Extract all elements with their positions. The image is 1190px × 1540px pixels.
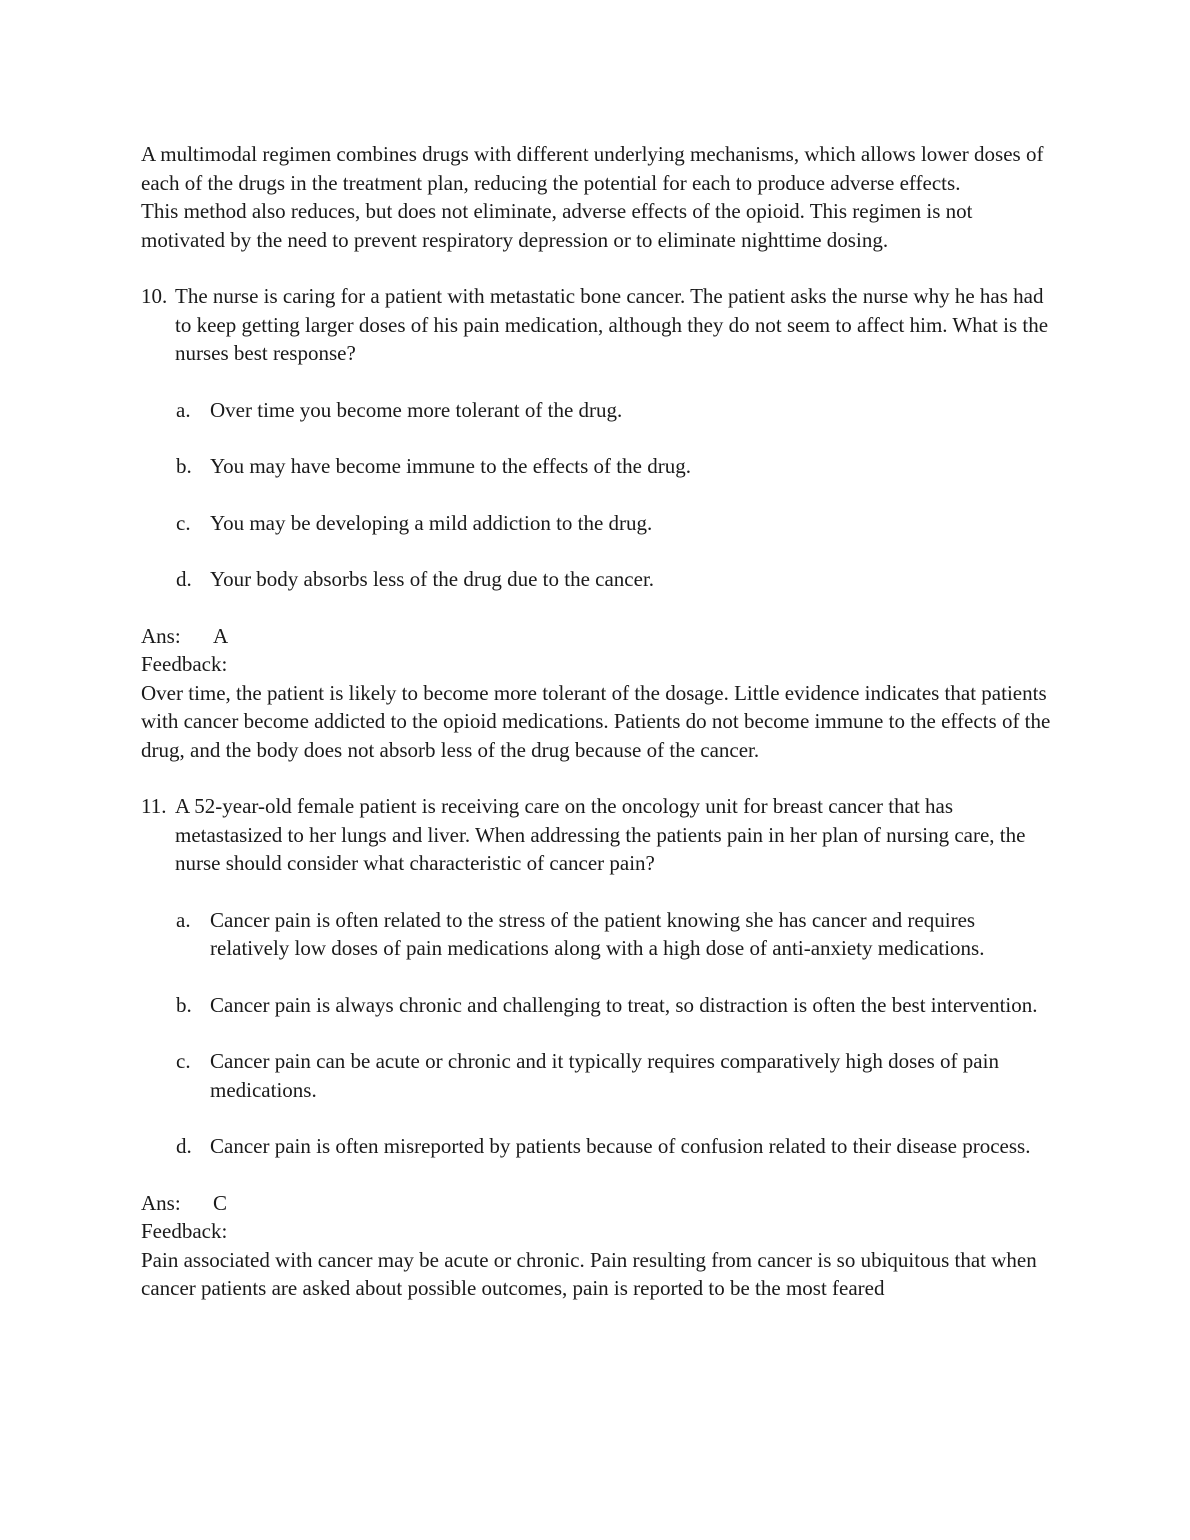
option-text: Over time you become more tolerant of the drug. xyxy=(210,397,623,422)
question-block-10 xyxy=(141,282,1056,764)
option-item xyxy=(176,396,1056,425)
option-letter: d. xyxy=(176,1134,192,1158)
option-text: Cancer pain is always chronic and challenging to treat, so distraction is often the best intervention. xyxy=(210,992,1038,1017)
answer-value: A xyxy=(213,623,229,648)
document-page xyxy=(141,140,1056,1303)
option-item xyxy=(176,906,1056,963)
option-letter: a. xyxy=(176,397,191,422)
answer-value: C xyxy=(213,1190,228,1215)
option-text: Cancer pain is often related to the stress of the patient knowing she has cancer and requires relatively low doses of pain medications along with a high dose of anti-anxiety medications. xyxy=(210,907,985,960)
option-letter: d. xyxy=(176,567,192,591)
option-item xyxy=(176,1132,1056,1161)
option-letter: b. xyxy=(176,992,192,1017)
answer-label: Ans: xyxy=(141,623,181,648)
question-number: 11. xyxy=(141,794,167,818)
option-item xyxy=(176,565,1056,594)
feedback-label: Feedback: xyxy=(141,652,228,676)
option-letter: b. xyxy=(176,454,192,478)
option-text: Cancer pain is often misreported by patients because of confusion related to their disease process. xyxy=(210,1134,1031,1158)
question-text: The nurse is caring for a patient with metastatic bone cancer. The patient asks the nurse why he has had to keep getting larger doses of his pain medication, although they do not seem to affect him. What is the nurses best response? xyxy=(175,284,1049,365)
question-stem xyxy=(141,792,1056,878)
option-text: You may have become immune to the effects of the drug. xyxy=(210,454,691,478)
option-list xyxy=(141,906,1056,1161)
option-letter: a. xyxy=(176,907,191,932)
question-number: 10. xyxy=(141,284,168,308)
option-letter: c. xyxy=(176,510,191,535)
intro-paragraph-1: A multimodal regimen combines drugs with different underlying mechanisms, which allows lower doses of each of the drugs in the treatment plan, reducing the potential for each to produce adverse effects. xyxy=(141,142,1044,195)
option-text: You may be developing a mild addiction to the drug. xyxy=(210,510,653,535)
question-block-11 xyxy=(141,792,1056,1303)
answer-label: Ans: xyxy=(141,1190,181,1215)
feedback-text: Pain associated with cancer may be acute or chronic. Pain resulting from cancer is so ubiquitous that when cancer patients are asked about possible outcomes, pain is reported to be the most feared xyxy=(141,1247,1037,1300)
option-list xyxy=(141,396,1056,594)
option-item xyxy=(176,991,1056,1020)
option-item xyxy=(176,509,1056,538)
feedback-text: Over time, the patient is likely to become more tolerant of the dosage. Little evidence indicates that patients with cancer become addicted to the opioid medications. Patients do not become immune to the effects of the drug, and the body does not absorb less of the drug because of the cancer. xyxy=(141,680,1051,762)
question-stem xyxy=(141,282,1056,368)
answer-line xyxy=(141,622,1056,651)
answer-line xyxy=(141,1189,1056,1218)
option-text: Cancer pain can be acute or chronic and it typically requires comparatively high doses of pain medications. xyxy=(210,1049,999,1102)
option-letter: c. xyxy=(176,1049,191,1073)
option-item xyxy=(176,1047,1056,1104)
intro-paragraph-2: This method also reduces, but does not eliminate, adverse effects of the opioid. This regimen is not motivated by the need to prevent respiratory depression or to eliminate nighttime dosing. xyxy=(141,199,973,252)
option-text: Your body absorbs less of the drug due to the cancer. xyxy=(210,567,655,591)
question-text: A 52-year-old female patient is receiving care on the oncology unit for breast cancer that has metastasized to her lungs and liver. When addressing the patients pain in her plan of nursing care, the nurse should consider what characteristic of cancer pain? xyxy=(175,794,1026,875)
feedback-label: Feedback: xyxy=(141,1219,228,1243)
option-item xyxy=(176,452,1056,481)
